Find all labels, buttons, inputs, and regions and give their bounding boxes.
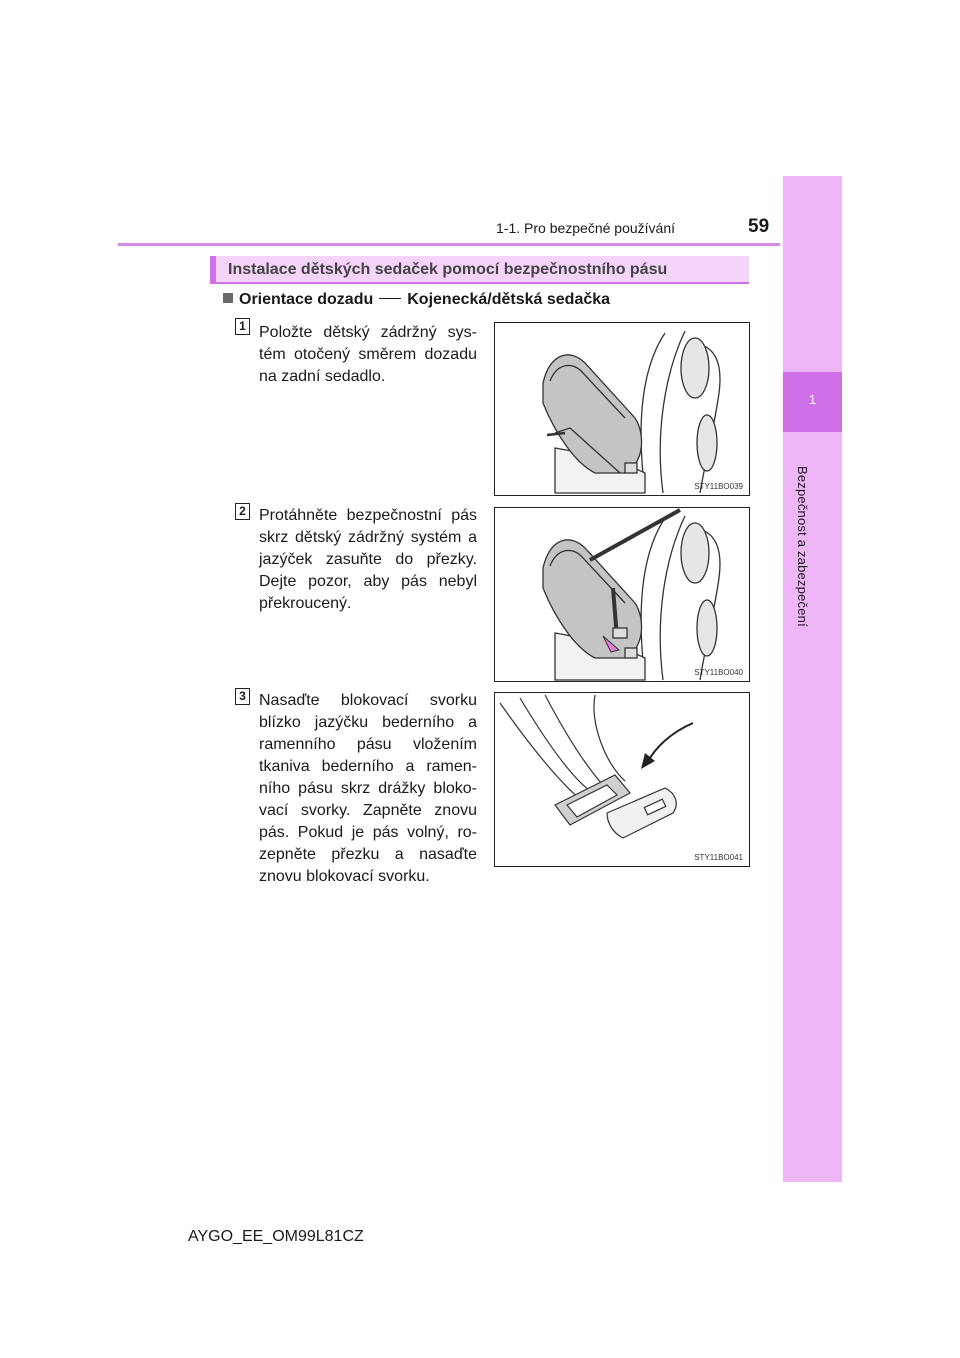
step-text: Protáhněte bezpečnostní pás skrz dětský zádržný systém a jazýček zasuňte do přezky. Dejte pozor, aby pás nebyl překroucený. <box>259 507 477 612</box>
bullet-square-icon <box>223 293 233 303</box>
header-rule <box>118 243 780 246</box>
locking-clip-illustration <box>495 693 749 866</box>
rear-facing-seat-illustration <box>495 323 749 495</box>
figure-code: STY11BO039 <box>694 482 743 491</box>
step-text: Položte dětský zádržný sys-tém otočený směrem dozadu na zadní sedadlo. <box>259 324 477 385</box>
figure-step-3 <box>494 692 750 867</box>
figure-code: STY11BO041 <box>694 853 743 862</box>
step-text: Nasaďte blokovací svorku blízko jazýčku bederního a ramenního pásu vložením tkaniva bederního a ramen-ního pásu skrz drážky bloko-vací svorky. Zapněte znovu pás. Pokud je pás volný, ro-zepněte přezku a nasaďte znovu blokovací svorku. <box>259 692 477 885</box>
subheading-right: Kojenecká/dětská sedačka <box>407 291 611 308</box>
em-dash <box>379 298 401 299</box>
chapter-label: Bezpečnost a zabezpečení <box>795 466 810 627</box>
step-badge: 3 <box>235 688 250 705</box>
subheading-left: Orientace dozadu <box>239 291 374 308</box>
section-banner-title: Instalace dětských sedaček pomocí bezpečnostního pásu <box>228 261 668 278</box>
step-badge: 1 <box>235 318 250 335</box>
figure-code: STY11BO040 <box>694 668 743 677</box>
step-badge: 2 <box>235 503 250 520</box>
page-number: 59 <box>748 216 770 237</box>
section-banner <box>210 256 749 284</box>
section-title: 1-1. Pro bezpečné používání <box>496 220 676 236</box>
chapter-number: 1 <box>808 392 817 407</box>
figure-step-2 <box>494 507 750 682</box>
figure-step-1 <box>494 322 750 496</box>
subheading <box>223 291 610 309</box>
belt-routing-illustration <box>495 508 749 681</box>
chapter-side-tab <box>783 176 842 1182</box>
document-code: AYGO_EE_OM99L81CZ <box>188 1228 364 1245</box>
